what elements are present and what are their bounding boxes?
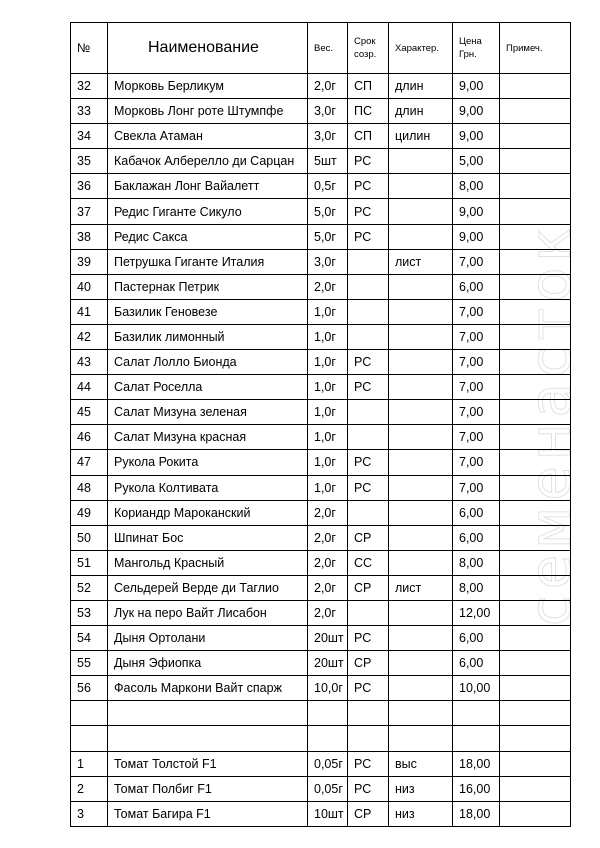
- row-number: 56: [71, 676, 108, 701]
- row-character: цилин: [389, 124, 453, 149]
- row-note: [500, 651, 571, 676]
- row-note: [500, 74, 571, 99]
- row-price: 6,00: [453, 626, 500, 651]
- row-term: РС: [348, 224, 389, 249]
- row-number: 1: [71, 751, 108, 776]
- row-weight: 2,0г: [308, 525, 348, 550]
- row-term: СП: [348, 74, 389, 99]
- row-term: [348, 324, 389, 349]
- row-weight: 2,0г: [308, 500, 348, 525]
- row-number: 53: [71, 600, 108, 625]
- row-character: [389, 651, 453, 676]
- row-name: Морковь Лонг роте Штумпфе: [108, 99, 308, 124]
- row-note: [500, 299, 571, 324]
- row-weight: 10шт: [308, 801, 348, 826]
- row-note: [500, 475, 571, 500]
- table-row: [71, 400, 571, 425]
- row-name: Кориандр Мароканский: [108, 500, 308, 525]
- row-number: 3: [71, 801, 108, 826]
- row-note: [500, 425, 571, 450]
- row-note: [500, 600, 571, 625]
- row-term: СР: [348, 525, 389, 550]
- row-name: Сельдерей Верде ди Таглио: [108, 575, 308, 600]
- row-term: РС: [348, 776, 389, 801]
- row-price: 9,00: [453, 199, 500, 224]
- row-price: [453, 726, 500, 751]
- row-weight: 2,0г: [308, 74, 348, 99]
- row-price: 7,00: [453, 450, 500, 475]
- row-name: Базилик лимонный: [108, 324, 308, 349]
- row-number: 49: [71, 500, 108, 525]
- row-name: Салат Лолло Бионда: [108, 350, 308, 375]
- table-row: [71, 174, 571, 199]
- row-note: [500, 801, 571, 826]
- row-price: 7,00: [453, 350, 500, 375]
- row-weight: 1,0г: [308, 425, 348, 450]
- row-weight: 2,0г: [308, 550, 348, 575]
- row-price: 5,00: [453, 149, 500, 174]
- row-weight: 5,0г: [308, 224, 348, 249]
- row-weight: 5шт: [308, 149, 348, 174]
- watermark-logo: семенасток: [518, 221, 584, 627]
- row-weight: 2,0г: [308, 274, 348, 299]
- row-weight: 1,0г: [308, 450, 348, 475]
- row-character: [389, 375, 453, 400]
- row-note: [500, 99, 571, 124]
- row-note: [500, 751, 571, 776]
- table-row: [71, 299, 571, 324]
- row-note: [500, 450, 571, 475]
- row-weight: 10,0г: [308, 676, 348, 701]
- row-term: РС: [348, 350, 389, 375]
- row-number: 50: [71, 525, 108, 550]
- header-row: [71, 23, 571, 74]
- row-term: [348, 274, 389, 299]
- row-name: Томат Багира F1: [108, 801, 308, 826]
- row-weight: 20шт: [308, 626, 348, 651]
- row-number: 33: [71, 99, 108, 124]
- row-character: [389, 450, 453, 475]
- col-character: Характер.: [389, 23, 453, 74]
- table-row: [71, 324, 571, 349]
- table-row: [71, 149, 571, 174]
- row-character: низ: [389, 801, 453, 826]
- row-term: СП: [348, 124, 389, 149]
- row-number: 47: [71, 450, 108, 475]
- row-price: 9,00: [453, 74, 500, 99]
- row-term: [348, 500, 389, 525]
- row-number: 37: [71, 199, 108, 224]
- table-row: [71, 199, 571, 224]
- table-row: [71, 425, 571, 450]
- row-price: 6,00: [453, 525, 500, 550]
- row-name: Томат Толстой F1: [108, 751, 308, 776]
- row-price: 7,00: [453, 475, 500, 500]
- row-price: 7,00: [453, 299, 500, 324]
- row-character: [389, 726, 453, 751]
- row-character: длин: [389, 99, 453, 124]
- row-note: [500, 375, 571, 400]
- row-character: [389, 676, 453, 701]
- row-term: [348, 701, 389, 726]
- row-note: [500, 174, 571, 199]
- row-character: длин: [389, 74, 453, 99]
- row-name: Рукола Рокита: [108, 450, 308, 475]
- table-row: [71, 74, 571, 99]
- row-name: Лук на перо Вайт Лисабон: [108, 600, 308, 625]
- row-weight: 20шт: [308, 651, 348, 676]
- row-weight: [308, 701, 348, 726]
- row-name: Дыня Ортолани: [108, 626, 308, 651]
- row-name: Салат Мизуна зеленая: [108, 400, 308, 425]
- row-name: Кабачок Алберелло ди Сарцан: [108, 149, 308, 174]
- row-note: [500, 626, 571, 651]
- row-price: 6,00: [453, 651, 500, 676]
- row-number: [71, 726, 108, 751]
- row-weight: 1,0г: [308, 475, 348, 500]
- row-term: СР: [348, 575, 389, 600]
- row-note: [500, 274, 571, 299]
- row-number: [71, 701, 108, 726]
- row-term: РС: [348, 626, 389, 651]
- table-row: [71, 124, 571, 149]
- row-weight: [308, 726, 348, 751]
- row-name: Фасоль Маркони Вайт спарж: [108, 676, 308, 701]
- row-number: 41: [71, 299, 108, 324]
- row-price: 9,00: [453, 99, 500, 124]
- col-note: Примеч.: [500, 23, 571, 74]
- col-name: Наименование: [108, 23, 308, 74]
- row-number: 55: [71, 651, 108, 676]
- row-name: Редис Сакса: [108, 224, 308, 249]
- row-term: РС: [348, 676, 389, 701]
- table-row: [71, 676, 571, 701]
- row-character: [389, 274, 453, 299]
- row-number: 35: [71, 149, 108, 174]
- table-row: [71, 475, 571, 500]
- row-price: 7,00: [453, 375, 500, 400]
- row-name: Рукола Колтивата: [108, 475, 308, 500]
- row-note: [500, 676, 571, 701]
- row-name: Базилик Геновезе: [108, 299, 308, 324]
- row-character: [389, 350, 453, 375]
- table-row: [71, 249, 571, 274]
- row-note: [500, 149, 571, 174]
- row-character: [389, 299, 453, 324]
- row-note: [500, 199, 571, 224]
- row-name: Баклажан Лонг Вайалетт: [108, 174, 308, 199]
- row-weight: 1,0г: [308, 350, 348, 375]
- row-note: [500, 500, 571, 525]
- row-price: 8,00: [453, 575, 500, 600]
- row-note: [500, 575, 571, 600]
- row-character: лист: [389, 249, 453, 274]
- table-body: [71, 74, 571, 827]
- row-character: низ: [389, 776, 453, 801]
- table-row: [71, 525, 571, 550]
- row-price: 18,00: [453, 801, 500, 826]
- row-name: Редис Гиганте Сикуло: [108, 199, 308, 224]
- row-character: [389, 701, 453, 726]
- row-price: 12,00: [453, 600, 500, 625]
- row-note: [500, 350, 571, 375]
- row-term: ПС: [348, 99, 389, 124]
- table-row: [71, 274, 571, 299]
- row-number: 38: [71, 224, 108, 249]
- table-row: [71, 550, 571, 575]
- row-price: 7,00: [453, 249, 500, 274]
- row-term: [348, 249, 389, 274]
- row-note: [500, 324, 571, 349]
- table-row: [71, 224, 571, 249]
- row-name: Пастернак Петрик: [108, 274, 308, 299]
- row-price: 9,00: [453, 124, 500, 149]
- row-number: 39: [71, 249, 108, 274]
- table-row: [71, 726, 571, 751]
- row-weight: 5,0г: [308, 199, 348, 224]
- row-number: 32: [71, 74, 108, 99]
- row-character: [389, 475, 453, 500]
- row-number: 43: [71, 350, 108, 375]
- row-number: 2: [71, 776, 108, 801]
- row-number: 52: [71, 575, 108, 600]
- row-price: 7,00: [453, 425, 500, 450]
- table-row: [71, 751, 571, 776]
- row-character: [389, 500, 453, 525]
- row-character: [389, 626, 453, 651]
- row-price: 8,00: [453, 550, 500, 575]
- table-row: [71, 99, 571, 124]
- row-term: РС: [348, 475, 389, 500]
- row-character: [389, 324, 453, 349]
- row-weight: 1,0г: [308, 400, 348, 425]
- table-row: [71, 701, 571, 726]
- row-name: [108, 726, 308, 751]
- row-weight: 3,0г: [308, 99, 348, 124]
- row-number: 54: [71, 626, 108, 651]
- table-row: [71, 350, 571, 375]
- table-row: [71, 575, 571, 600]
- row-price: 8,00: [453, 174, 500, 199]
- row-character: [389, 550, 453, 575]
- row-character: выс: [389, 751, 453, 776]
- row-name: Свекла Атаман: [108, 124, 308, 149]
- row-note: [500, 400, 571, 425]
- price-table: [70, 22, 571, 827]
- row-note: [500, 776, 571, 801]
- row-term: [348, 400, 389, 425]
- row-name: Салат Мизуна красная: [108, 425, 308, 450]
- row-note: [500, 124, 571, 149]
- table-row: [71, 450, 571, 475]
- table-row: [71, 626, 571, 651]
- row-term: РС: [348, 751, 389, 776]
- row-term: РС: [348, 149, 389, 174]
- row-number: 51: [71, 550, 108, 575]
- row-weight: 2,0г: [308, 575, 348, 600]
- row-name: Дыня Эфиопка: [108, 651, 308, 676]
- row-term: СС: [348, 550, 389, 575]
- row-term: [348, 299, 389, 324]
- row-price: 7,00: [453, 324, 500, 349]
- row-number: 46: [71, 425, 108, 450]
- row-weight: 3,0г: [308, 249, 348, 274]
- row-term: РС: [348, 450, 389, 475]
- row-price: 6,00: [453, 274, 500, 299]
- table-row: [71, 651, 571, 676]
- row-character: [389, 149, 453, 174]
- row-note: [500, 525, 571, 550]
- row-note: [500, 726, 571, 751]
- row-weight: 0,5г: [308, 174, 348, 199]
- row-weight: 1,0г: [308, 375, 348, 400]
- table-row: [71, 375, 571, 400]
- col-weight: Вес.: [308, 23, 348, 74]
- row-term: [348, 425, 389, 450]
- row-weight: 0,05г: [308, 776, 348, 801]
- table-row: [71, 776, 571, 801]
- row-number: 42: [71, 324, 108, 349]
- row-character: [389, 400, 453, 425]
- row-name: Шпинат Бос: [108, 525, 308, 550]
- row-character: [389, 425, 453, 450]
- row-name: Мангольд Красный: [108, 550, 308, 575]
- row-price: [453, 701, 500, 726]
- col-num: №: [71, 23, 108, 74]
- row-number: 34: [71, 124, 108, 149]
- row-note: [500, 249, 571, 274]
- row-name: Салат Роселла: [108, 375, 308, 400]
- row-weight: 0,05г: [308, 751, 348, 776]
- row-weight: 2,0г: [308, 600, 348, 625]
- row-price: 7,00: [453, 400, 500, 425]
- row-term: РС: [348, 199, 389, 224]
- row-number: 48: [71, 475, 108, 500]
- row-price: 18,00: [453, 751, 500, 776]
- col-term: Срок созр.: [348, 23, 389, 74]
- row-name: Петрушка Гиганте Италия: [108, 249, 308, 274]
- table-row: [71, 600, 571, 625]
- row-number: 45: [71, 400, 108, 425]
- row-term: СР: [348, 651, 389, 676]
- row-price: 10,00: [453, 676, 500, 701]
- row-character: [389, 224, 453, 249]
- row-name: Морковь Берликум: [108, 74, 308, 99]
- row-term: [348, 726, 389, 751]
- row-name: Томат Полбиг F1: [108, 776, 308, 801]
- row-note: [500, 224, 571, 249]
- table-row: [71, 500, 571, 525]
- row-weight: 3,0г: [308, 124, 348, 149]
- row-term: [348, 600, 389, 625]
- row-character: [389, 199, 453, 224]
- col-price: Цена Грн.: [453, 23, 500, 74]
- row-price: 16,00: [453, 776, 500, 801]
- row-character: лист: [389, 575, 453, 600]
- row-character: [389, 600, 453, 625]
- row-term: РС: [348, 375, 389, 400]
- row-term: РС: [348, 174, 389, 199]
- row-weight: 1,0г: [308, 299, 348, 324]
- table-row: [71, 801, 571, 826]
- row-price: 9,00: [453, 224, 500, 249]
- row-term: СР: [348, 801, 389, 826]
- row-weight: 1,0г: [308, 324, 348, 349]
- row-number: 44: [71, 375, 108, 400]
- row-number: 40: [71, 274, 108, 299]
- row-note: [500, 550, 571, 575]
- row-name: [108, 701, 308, 726]
- row-note: [500, 701, 571, 726]
- row-character: [389, 174, 453, 199]
- row-character: [389, 525, 453, 550]
- row-price: 6,00: [453, 500, 500, 525]
- row-number: 36: [71, 174, 108, 199]
